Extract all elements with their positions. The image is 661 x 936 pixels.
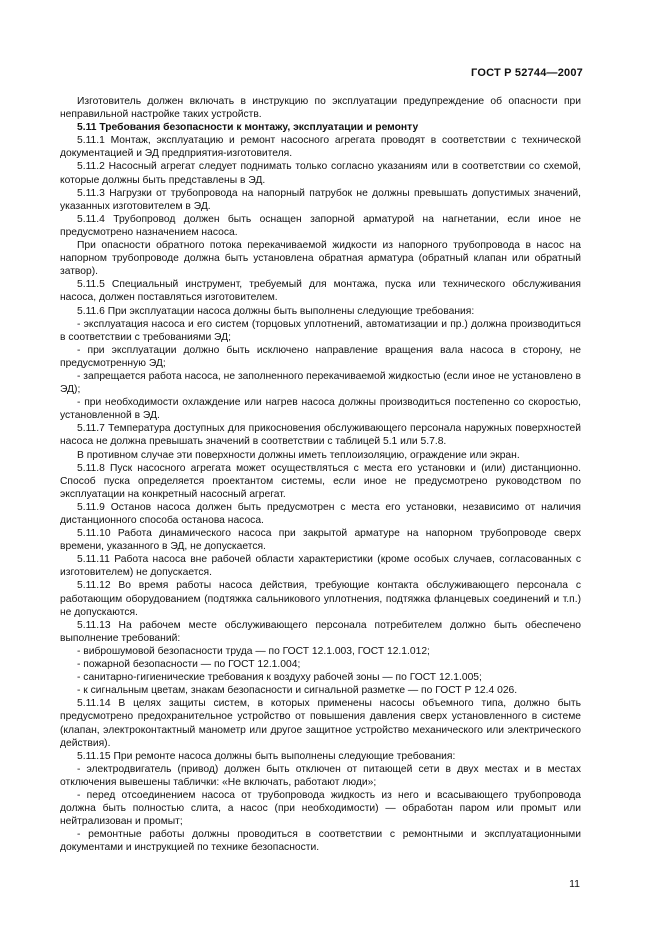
paragraph: 5.11.14 В целях защиты систем, в которых применены насосы объемного типа, должно быть предусмотрено предохранительное устройство от повышения давления сверх установленного в системе (клапан, электроконтактный манометр или другое защитное устройство механического или электрического действия). [60, 698, 581, 749]
paragraph: При опасности обратного потока перекачиваемой жидкости из напорного трубопровода в насос на напорном трубопроводе должна быть установлена обратная арматура (обратный клапан или обратный затвор). [60, 240, 581, 278]
list-item: - санитарно-гигиенические требования к воздуху рабочей зоны — по ГОСТ 12.1.005; [77, 672, 482, 684]
paragraph: 5.11.10 Работа динамического насоса при закрытой арматуре на напорном трубопроводе сверх времени, указанного в ЭД, не допускается. [60, 528, 581, 553]
paragraph: 5.11.8 Пуск насосного агрегата может осуществляться с места его установки и (или) дистанционно. Способ пуска определяется проектантом системы, если иное не предусмотрено руководством по эксплуатации на конкретный насосный агрегат. [60, 462, 581, 500]
paragraph: 5.11.1 Монтаж, эксплуатацию и ремонт насосного агрегата проводят в соответствии с технической документацией и ЭД предприятия-изготовителя. [60, 135, 581, 160]
list-item: - перед отсоединением насоса от трубопровода жидкость из него и всасывающего трубопровода должна быть полностью слита, а насос (при необходимости) — обработан паром или промыт или нейтрализован и промыт; [60, 789, 581, 828]
paragraph: 5.11.11 Работа насоса вне рабочей области характеристики (кроме особых случаев, согласованных с изготовителем) не допускается. [60, 554, 581, 579]
list-item: - электродвигатель (привод) должен быть отключен от питающей сети в двух местах и в местах отключения вывешены таблички: «Не включать, работают люди»; [60, 763, 581, 788]
paragraph: 5.11.9 Останов насоса должен быть предусмотрен с места его установки, независимо от наличия дистанционного способа останова насоса. [60, 501, 581, 526]
document-body [60, 95, 581, 854]
paragraph: 5.11.4 Трубопровод должен быть оснащен запорной арматурой на нагнетании, если иное не предусмотрено назначением насоса. [60, 213, 581, 238]
list-item: - пожарной безопасности — по ГОСТ 12.1.004; [77, 659, 301, 671]
paragraph: Изготовитель должен включать в инструкцию по эксплуатации предупреждение об опасности при неправильной настройке таких устройств. [60, 96, 581, 121]
paragraph: 5.11.5 Специальный инструмент, требуемый для монтажа, пуска или технического обслуживания насоса, должен поставляться изготовителем. [60, 279, 581, 304]
paragraph: 5.11.2 Насосный агрегат следует поднимать только согласно указаниям или в соответствии со схемой, которые должны быть представлены в ЭД. [60, 161, 581, 186]
paragraph: 5.11.13 На рабочем месте обслуживающего персонала потребителем должно быть обеспечено выполнение требований: [60, 619, 581, 644]
paragraph: 5.11.15 При ремонте насоса должны быть выполнены следующие требования: [77, 750, 456, 762]
paragraph: 5.11.6 При эксплуатации насоса должны быть выполнены следующие требования: [77, 305, 475, 317]
list-item: - к сигнальным цветам, знакам безопасности и сигнальной разметке — по ГОСТ Р 12.4 026. [77, 685, 518, 697]
paragraph: 5.11.12 Во время работы насоса действия, требующие контакта обслуживающего персонала с работающим оборудованием (подтяжка сальникового уплотнения, подтяжка фланцевых соединений и т.п.) не допускаются. [60, 580, 581, 618]
list-item: - при эксплуатации должно быть исключено направление вращения вала насоса в сторону, не предусмотренную ЭД; [60, 344, 581, 369]
list-item: - ремонтные работы должны проводиться в соответствии с ремонтными и эксплуатационными документами и инструкцией по технике безопасности. [60, 829, 581, 854]
paragraph: 5.11.3 Нагрузки от трубопровода на напорный патрубок не должны превышать допустимых значений, указанных изготовителем в ЭД. [60, 187, 581, 212]
standard-header: ГОСТ Р 52744—2007 [471, 67, 583, 79]
section-heading: 5.11 Требования безопасности к монтажу, эксплуатации и ремонту [77, 122, 419, 134]
paragraph: В противном случае эти поверхности должны иметь теплоизоляцию, ограждение или экран. [77, 449, 520, 461]
paragraph: 5.11.7 Температура доступных для прикосновения обслуживающего персонала наружных поверхностей насоса не должна превышать значений в соответствии с таблицей 5.1 или 5.7.8. [60, 423, 581, 448]
list-item: - запрещается работа насоса, не заполненного перекачиваемой жидкостью (если иное не установлено в ЭД); [60, 370, 581, 396]
list-item: - при необходимости охлаждение или нагрев насоса должны производиться постепенно со скоростью, установленной в ЭД. [60, 397, 581, 422]
list-item: - эксплуатация насоса и его систем (торцовых уплотнений, автоматизации и пр.) должна производиться в соответствии с требованиями ЭД; [60, 318, 581, 343]
list-item: - виброшумовой безопасности труда — по ГОСТ 12.1.003, ГОСТ 12.1.012; [77, 645, 430, 657]
page-number: 11 [569, 878, 580, 890]
